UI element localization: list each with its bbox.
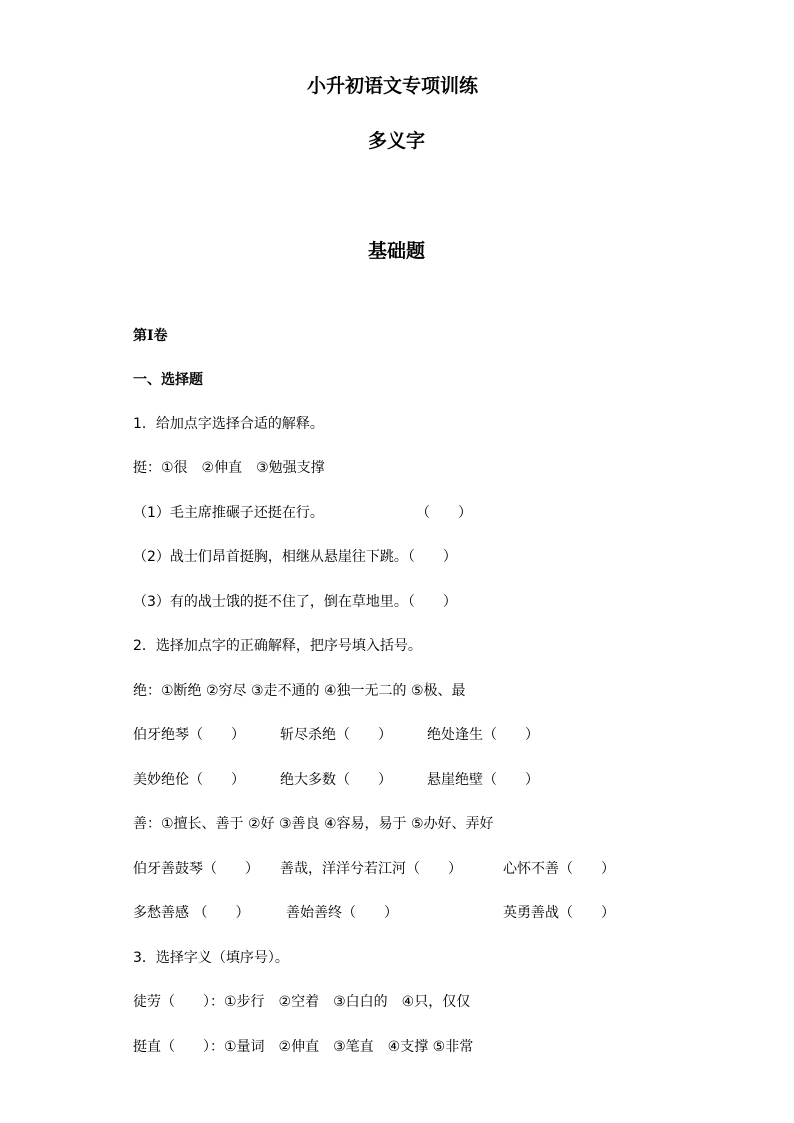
document-subtitle: 多义字 <box>368 130 426 152</box>
part-heading: 一、选择题 <box>133 372 203 388</box>
answer-blank[interactable]: （ ） <box>416 505 472 521</box>
document-title: 小升初语文专项训练 <box>307 75 479 97</box>
list-item: 多愁善感 （ ） <box>133 905 250 921</box>
list-item: 伯牙善鼓琴（ ） <box>133 861 259 877</box>
question-3-item-1: 徒劳（ ）：①步行 ②空着 ③白白的 ④只，仅仅 <box>133 994 471 1010</box>
question-1-item-1: （1）毛主席推碾子还挺在行。 <box>133 505 324 521</box>
list-item: 绝处逢生（ ） <box>427 727 539 743</box>
volume-label: 第Ⅰ卷 <box>133 328 168 344</box>
list-item: 伯牙绝琴（ ） <box>133 727 245 743</box>
list-item: 英勇善战（ ） <box>503 905 615 921</box>
question-3-stem: 3．选择字义（填序号）。 <box>133 950 289 966</box>
question-1-item-2: （2）战士们昂首挺胸，相继从悬崖往下跳。（ ） <box>133 549 457 565</box>
question-3-item-2: 挺直（ ）：①量词 ②伸直 ③笔直 ④支撑 ⑤非常 <box>133 1039 474 1055</box>
list-item: 斩尽杀绝（ ） <box>280 727 392 743</box>
list-item: 悬崖绝壁（ ） <box>427 772 539 788</box>
shan-definitions: 善：①擅长、善于 ②好 ③善良 ④容易，易于 ⑤办好、弄好 <box>133 816 494 832</box>
jue-definitions: 绝：①断绝 ②穷尽 ③走不通的 ④独一无二的 ⑤极、最 <box>133 683 466 699</box>
list-item: 心怀不善（ ） <box>503 861 615 877</box>
list-item: 善哉，洋洋兮若江河（ ） <box>280 861 462 877</box>
question-1-stem: 1．给加点字选择合适的解释。 <box>133 416 324 432</box>
list-item: 美妙绝伦（ ） <box>133 772 245 788</box>
question-2-stem: 2．选择加点字的正确解释，把序号填入括号。 <box>133 638 422 654</box>
list-item: 绝大多数（ ） <box>280 772 392 788</box>
section-heading: 基础题 <box>368 240 426 262</box>
list-item: 善始善终（ ） <box>286 905 398 921</box>
question-1-item-3: （3）有的战士饿的挺不住了，倒在草地里。（ ） <box>133 594 457 610</box>
question-1-definitions: 挺：①很 ②伸直 ③勉强支撑 <box>133 460 325 476</box>
